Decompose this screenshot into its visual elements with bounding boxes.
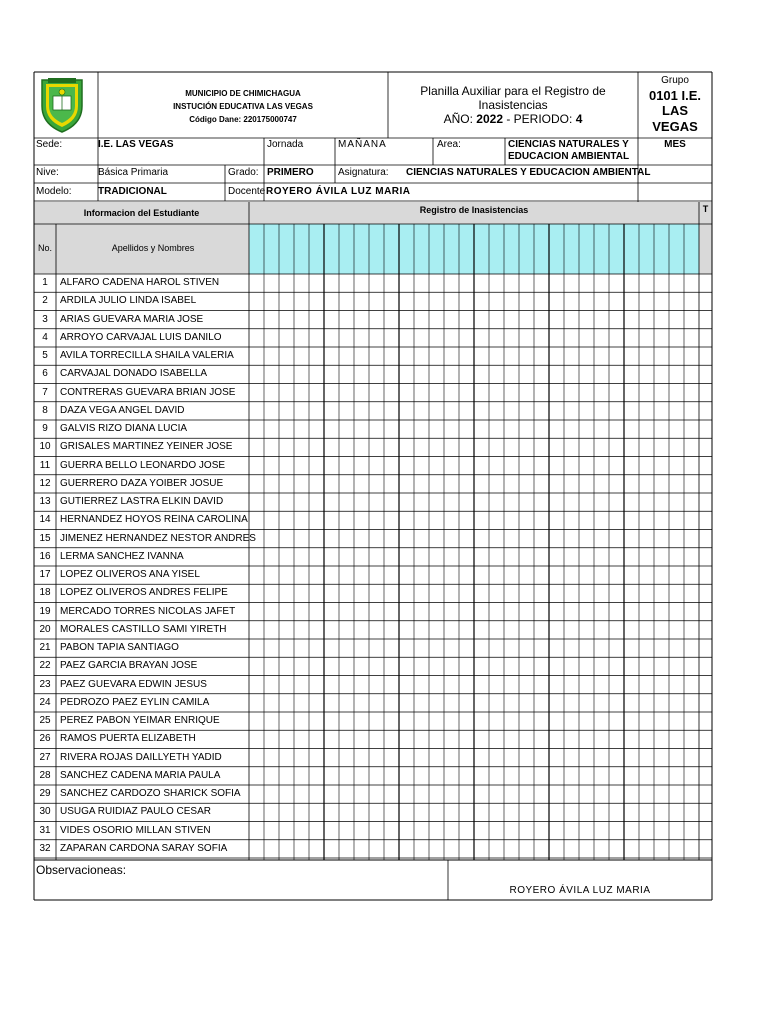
student-number: 20 (39, 623, 51, 635)
student-name: ARROYO CARVAJAL LUIS DANILO (60, 331, 222, 343)
student-number: 15 (39, 532, 51, 544)
area-value-line1: CIENCIAS NATURALES Y (508, 139, 629, 150)
student-number: 12 (39, 477, 51, 489)
student-name: LERMA SANCHEZ IVANNA (60, 550, 184, 562)
student-name: HERNANDEZ HOYOS REINA CAROLINA (60, 514, 248, 526)
student-name: MERCADO TORRES NICOLAS JAFET (60, 605, 236, 617)
grupo-label: Grupo (661, 75, 689, 86)
sede-value: I.E. LAS VEGAS (98, 139, 174, 150)
docente-label: Docente (228, 186, 266, 197)
student-number: 4 (42, 331, 48, 343)
year-period-line (388, 113, 638, 125)
no-header: No. (37, 243, 52, 253)
student-number: 14 (39, 514, 51, 526)
student-name: RIVERA ROJAS DAILLYETH YADID (60, 751, 222, 763)
student-name: MORALES CASTILLO SAMI YIRETH (60, 623, 227, 635)
student-name: ARIAS GUEVARA MARIA JOSE (60, 313, 204, 325)
student-name: PAEZ GUEVARA EDWIN JESUS (60, 678, 207, 690)
grado-value: PRIMERO (267, 167, 314, 178)
student-name: RAMOS PUERTA ELIZABETH (60, 733, 196, 745)
student-number: 16 (39, 550, 51, 562)
student-number: 9 (42, 423, 48, 434)
jornada-label: Jornada (267, 139, 304, 150)
student-number: 23 (39, 678, 51, 690)
codigo-dane: Código Dane: 220175000747 (189, 115, 297, 124)
header-gray-total (699, 224, 712, 274)
student-name: PEREZ PABON YEIMAR ENRIQUE (60, 715, 220, 726)
student-name: PEDROZO PAEZ EYLIN CAMILA (60, 696, 210, 708)
student-name: PAEZ GARCIA BRAYAN JOSE (60, 660, 198, 672)
student-name: ZAPARAN CARDONA SARAY SOFIA (60, 842, 228, 854)
asignatura-value: CIENCIAS NATURALES Y EDUCACION AMBIENTAL (406, 167, 651, 178)
student-number: 26 (39, 733, 51, 745)
form-title-line2: Inasistencias (478, 98, 548, 112)
student-number: 32 (39, 842, 51, 854)
student-name: LOPEZ OLIVEROS ANDRES FELIPE (60, 587, 228, 599)
nivel-value: Básica Primaria (98, 167, 169, 178)
student-number: 8 (42, 404, 48, 416)
student-number: 18 (39, 587, 51, 599)
modelo-value: TRADICIONAL (98, 186, 167, 197)
student-number: 28 (39, 769, 51, 781)
area-label: Area: (437, 139, 461, 150)
periodo-value: 4 (575, 112, 583, 126)
student-name: SANCHEZ CADENA MARIA PAULA (60, 769, 221, 781)
student-number: 29 (39, 788, 51, 799)
form-title-line1: Planilla Auxiliar para el Registro de (420, 84, 606, 98)
student-number: 2 (42, 295, 48, 307)
student-name: SANCHEZ CARDOZO SHARICK SOFIA (60, 788, 241, 799)
student-number: 30 (39, 806, 51, 818)
jornada-value: MAÑANA (338, 139, 387, 150)
student-name: GALVIS RIZO DIANA LUCIA (60, 423, 188, 434)
student-name: GUTIERREZ LASTRA ELKIN DAVID (60, 496, 224, 507)
nombres-header: Apellidos y Nombres (111, 243, 195, 253)
student-name: JIMENEZ HERNANDEZ NESTOR ANDRES (60, 532, 256, 544)
student-number: 19 (39, 605, 51, 617)
student-name: GRISALES MARTINEZ YEINER JOSE (60, 441, 233, 453)
observaciones-label: Observacioneas: (36, 863, 127, 877)
student-name: ALFARO CADENA HAROL STIVEN (60, 277, 220, 288)
institucion-title: INSTUCIÓN EDUCATIVA LAS VEGAS (173, 102, 313, 111)
student-name: VIDES OSORIO MILLAN STIVEN (60, 824, 211, 836)
modelo-label: Modelo: (36, 186, 72, 197)
student-name: DAZA VEGA ANGEL DAVID (60, 404, 185, 416)
student-number: 24 (39, 696, 51, 708)
student-name: CONTRERAS GUEVARA BRIAN JOSE (60, 386, 236, 398)
docente-signature: ROYERO ÁVILA LUZ MARIA (509, 885, 651, 896)
student-number: 1 (42, 277, 48, 288)
student-number: 25 (39, 715, 51, 726)
student-name: AVILA TORRECILLA SHAILA VALERIA (60, 350, 234, 361)
student-name: LOPEZ OLIVEROS ANA YISEL (60, 569, 200, 580)
info-estudiante-header: Informacion del Estudiante (83, 208, 200, 218)
nivel-label: Nive: (36, 167, 59, 178)
sede-label: Sede: (36, 139, 63, 150)
student-number: 6 (42, 368, 48, 380)
student-name: ARDILA JULIO LINDA ISABEL (60, 295, 197, 307)
student-number: 3 (42, 313, 48, 325)
total-header: T (702, 204, 709, 214)
student-number: 10 (39, 441, 51, 453)
student-number: 22 (39, 660, 51, 672)
anio-value: 2022 (476, 112, 503, 126)
student-number: 27 (39, 751, 51, 763)
student-number: 31 (39, 824, 51, 836)
municipio-title: MUNICIPIO DE CHIMICHAGUA (185, 89, 301, 98)
student-number: 11 (39, 459, 51, 471)
student-number: 7 (42, 386, 48, 398)
grupo-value-line3: VEGAS (652, 119, 698, 134)
anio-label: AÑO: (443, 112, 473, 126)
school-shield-logo (38, 76, 86, 134)
student-name: GUERRA BELLO LEONARDO JOSE (60, 459, 226, 471)
asignatura-label: Asignatura: (338, 167, 389, 178)
student-name: USUGA RUIDIAZ PAULO CESAR (60, 806, 211, 818)
student-number: 13 (39, 496, 51, 507)
docente-value: ROYERO ÁVILA LUZ MARIA (266, 186, 411, 197)
periodo-label: - PERIODO: (506, 112, 573, 126)
area-value-line2: EDUCACION AMBIENTAL (508, 151, 630, 162)
student-number: 5 (42, 350, 48, 361)
mes-label: MES (664, 139, 686, 150)
student-name: GUERRERO DAZA YOIBER JOSUE (60, 477, 224, 489)
registro-header: Registro de Inasistencias (419, 205, 529, 215)
grado-label: Grado: (228, 167, 259, 178)
student-name: PABON TAPIA SANTIAGO (60, 642, 179, 653)
student-number: 21 (39, 642, 51, 653)
student-number: 17 (39, 569, 51, 580)
grupo-value-line2: LAS (662, 103, 688, 118)
grupo-value-line1: 0101 I.E. (648, 88, 702, 103)
student-name: CARVAJAL DONADO ISABELLA (60, 368, 208, 380)
